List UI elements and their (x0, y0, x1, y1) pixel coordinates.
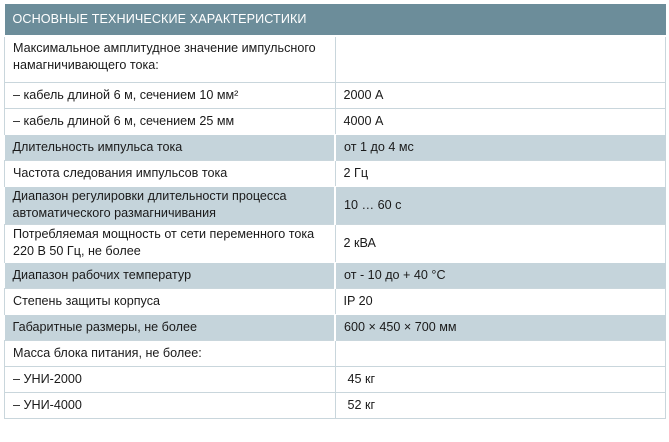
table-row (5, 366, 666, 392)
table-row (5, 340, 666, 366)
table-row (5, 314, 666, 340)
table-header-row (5, 4, 666, 36)
table-row (5, 36, 666, 82)
spec-label: Степень защиты корпуса (5, 288, 336, 314)
table-row (5, 392, 666, 418)
spec-value: от - 10 до + 40 °С (335, 262, 666, 288)
table-row (5, 82, 666, 108)
table-header: ОСНОВНЫЕ ТЕХНИЧЕСКИЕ ХАРАКТЕРИСТИКИ (5, 4, 666, 36)
spec-value: 4000 А (335, 108, 666, 134)
table-row (5, 108, 666, 134)
spec-label: – УНИ-2000 (5, 366, 336, 392)
spec-value: 52 кг (335, 392, 666, 418)
spec-value (335, 340, 666, 366)
spec-value: 2 Гц (335, 160, 666, 186)
spec-label: Диапазон регулировки длительности процесса автоматического размагничивания (5, 186, 336, 224)
spec-label: Длительность импульса тока (5, 134, 336, 160)
spec-label: Габаритные размеры, не более (5, 314, 336, 340)
table-row (5, 160, 666, 186)
spec-table (4, 4, 666, 419)
spec-label: – УНИ-4000 (5, 392, 336, 418)
spec-label: Потребляемая мощность от сети переменного тока 220 В 50 Гц, не более (5, 224, 336, 262)
spec-value: от 1 до 4 мс (335, 134, 666, 160)
spec-value: 45 кг (335, 366, 666, 392)
spec-value: 2000 А (335, 82, 666, 108)
table-row (5, 262, 666, 288)
table-row (5, 134, 666, 160)
spec-label: Диапазон рабочих температур (5, 262, 336, 288)
spec-value: 600 × 450 × 700 мм (335, 314, 666, 340)
table-body (5, 36, 666, 418)
table-row (5, 288, 666, 314)
spec-label: – кабель длиной 6 м, сечением 25 мм (5, 108, 336, 134)
table-row (5, 186, 666, 224)
spec-label: Масса блока питания, не более: (5, 340, 336, 366)
spec-label: Максимальное амплитудное значение импульсного намагничивающего тока: (5, 36, 336, 82)
spec-value (335, 36, 666, 82)
table-row (5, 224, 666, 262)
spec-value: IP 20 (335, 288, 666, 314)
spec-label: – кабель длиной 6 м, сечением 10 мм² (5, 82, 336, 108)
spec-value: 10 … 60 с (335, 186, 666, 224)
spec-label: Частота следования импульсов тока (5, 160, 336, 186)
spec-value: 2 кВА (335, 224, 666, 262)
